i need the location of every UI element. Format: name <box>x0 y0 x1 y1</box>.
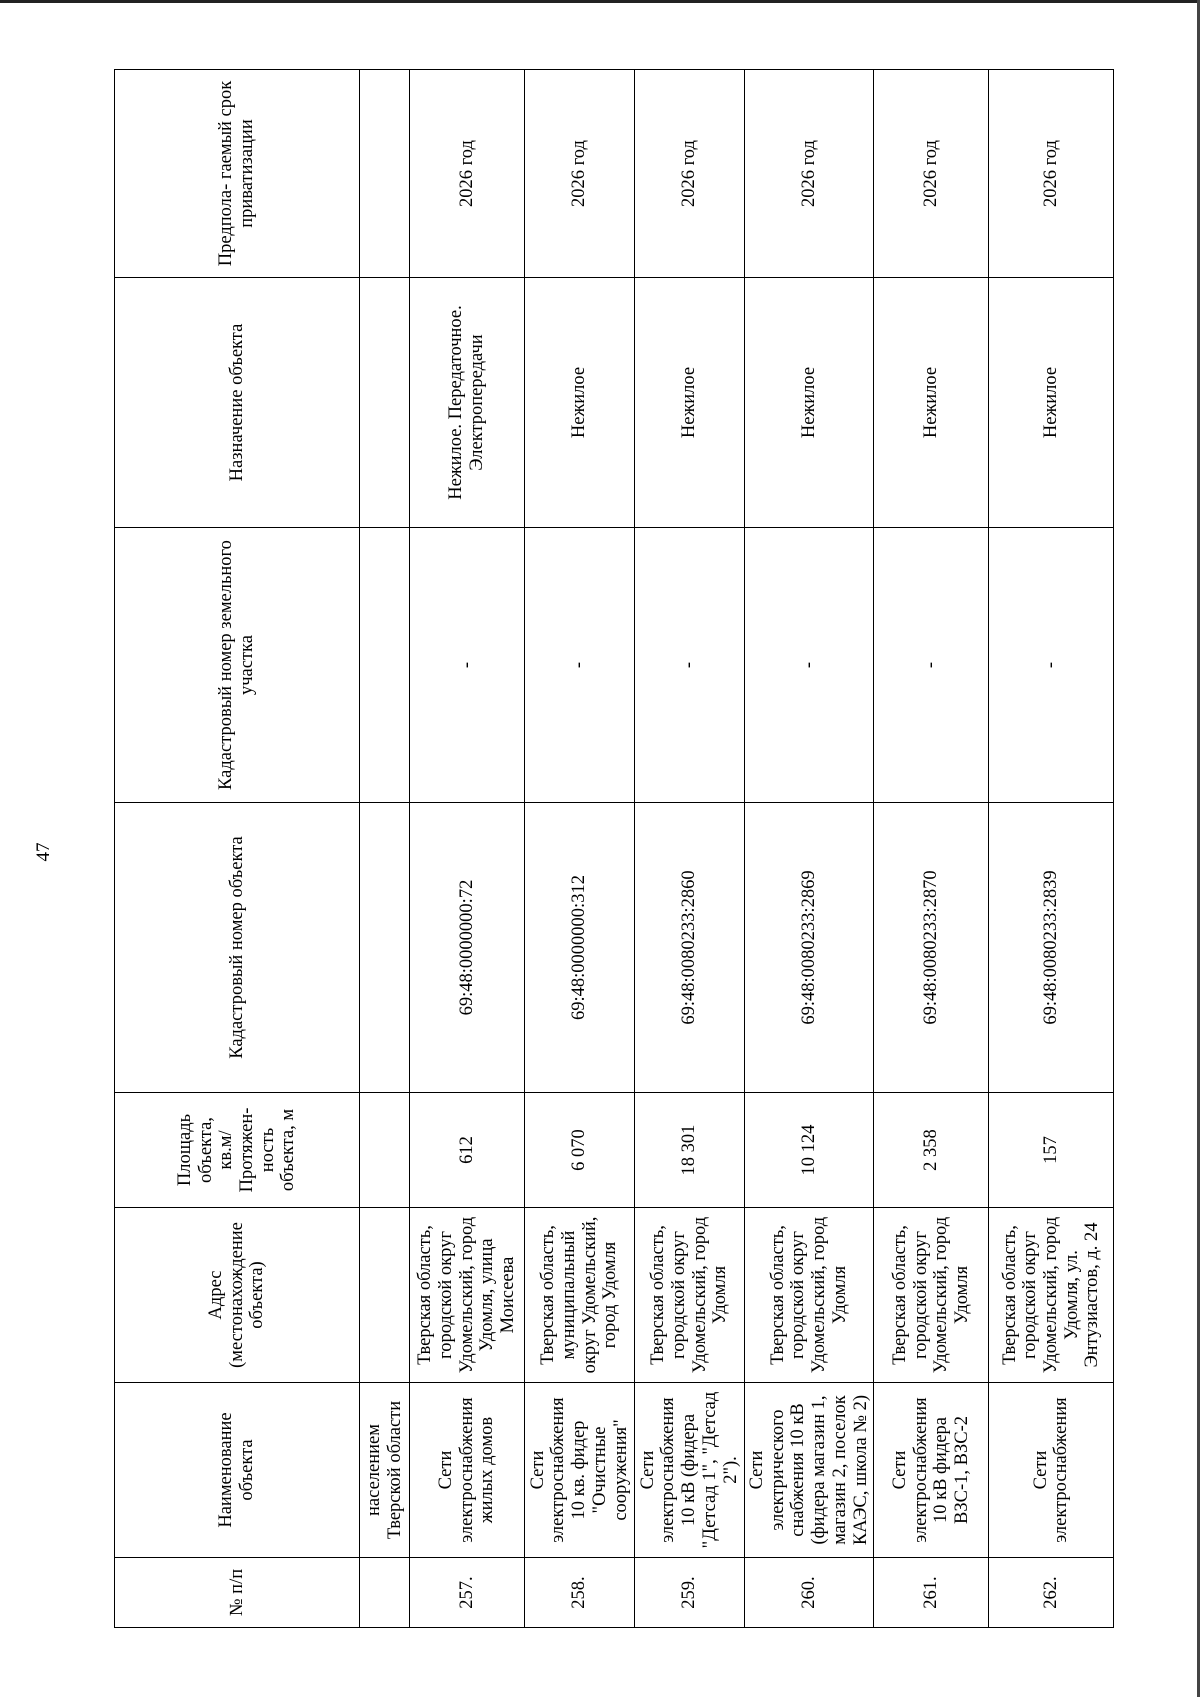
cont-num <box>360 1558 410 1628</box>
header-cadastral-object: Кадастровый номер объекта <box>115 803 360 1093</box>
cell-num: 260. <box>745 1558 874 1628</box>
table-row <box>410 70 525 1628</box>
privatization-table <box>114 69 1114 1628</box>
cell-term: 2026 год <box>410 70 525 278</box>
cell-purpose: Нежилое <box>525 278 635 528</box>
cell-term: 2026 год <box>635 70 745 278</box>
cell-cadastral-object: 69:48:0080233:2870 <box>874 803 989 1093</box>
cont-cadastral-land <box>360 528 410 803</box>
cell-area: 10 124 <box>745 1093 874 1208</box>
cell-name: Сети электроснабжения жилых домов <box>410 1383 525 1558</box>
cell-name: Сети электроснабжения <box>989 1383 1114 1558</box>
cell-cadastral-land: - <box>525 528 635 803</box>
cell-cadastral-object: 69:48:0000000:72 <box>410 803 525 1093</box>
rotated-table-container <box>114 70 1103 1628</box>
cell-purpose: Нежилое <box>989 278 1114 528</box>
cell-num: 259. <box>635 1558 745 1628</box>
cell-address: Тверская область, городской округ Удомельский, город Удомля <box>874 1208 989 1383</box>
cell-address: Тверская область, городской округ Удомельский, город Удомля, улица Моисеева <box>410 1208 525 1383</box>
cell-name: Сети электрического снабжения 10 кВ (фидера магазин 1, магазин 2, поселок КАЭС, школа № 2) <box>745 1383 874 1558</box>
cell-purpose: Нежилое <box>635 278 745 528</box>
header-address: Адрес (местонахождение объекта) <box>115 1208 360 1383</box>
cont-term <box>360 70 410 278</box>
cell-cadastral-land: - <box>874 528 989 803</box>
cell-area: 18 301 <box>635 1093 745 1208</box>
cell-purpose: Нежилое <box>874 278 989 528</box>
cell-num: 258. <box>525 1558 635 1628</box>
cell-address: Тверская область, городской округ Удомельский, город Удомля <box>745 1208 874 1383</box>
header-row <box>115 70 360 1628</box>
cont-name: населением Тверской области <box>360 1383 410 1558</box>
cell-num: 257. <box>410 1558 525 1628</box>
cell-term: 2026 год <box>745 70 874 278</box>
cell-area: 2 358 <box>874 1093 989 1208</box>
cell-cadastral-land: - <box>989 528 1114 803</box>
cell-cadastral-object: 69:48:0080233:2860 <box>635 803 745 1093</box>
table-row <box>525 70 635 1628</box>
cell-term: 2026 год <box>525 70 635 278</box>
cell-area: 612 <box>410 1093 525 1208</box>
cell-address: Тверская область, городской округ Удомельский, город Удомля, ул. Энтузиастов, д. 24 <box>989 1208 1114 1383</box>
cell-address: Тверская область, городской округ Удомельский, город Удомля <box>635 1208 745 1383</box>
header-num: № п/п <box>115 1558 360 1628</box>
cell-cadastral-land: - <box>410 528 525 803</box>
cell-purpose: Нежилое. Передаточное. Электропередачи <box>410 278 525 528</box>
cell-cadastral-object: 69:48:0080233:2869 <box>745 803 874 1093</box>
cell-cadastral-land: - <box>745 528 874 803</box>
header-purpose: Назначение объекта <box>115 278 360 528</box>
table-row <box>635 70 745 1628</box>
cell-name: Сети электроснабжения 10 кВ фидера ВЗС-1, ВЗС-2 <box>874 1383 989 1558</box>
continuation-row <box>360 70 410 1628</box>
scan-edge-top <box>0 0 1200 3</box>
header-cadastral-land: Кадастровый номер земельного участка <box>115 528 360 803</box>
table-row <box>989 70 1114 1628</box>
table-row <box>874 70 989 1628</box>
cont-area <box>360 1093 410 1208</box>
cell-term: 2026 год <box>874 70 989 278</box>
cell-purpose: Нежилое <box>745 278 874 528</box>
cell-num: 262. <box>989 1558 1114 1628</box>
table-row <box>745 70 874 1628</box>
cell-area: 6 070 <box>525 1093 635 1208</box>
cell-cadastral-land: - <box>635 528 745 803</box>
cont-purpose <box>360 278 410 528</box>
cont-address <box>360 1208 410 1383</box>
cell-num: 261. <box>874 1558 989 1628</box>
cell-name: Сети электроснабжения 10 кв. фидер "Очистные сооружения" <box>525 1383 635 1558</box>
cell-name: Сети электроснабжения 10 кВ (фидера "Детсад 1", "Детсад 2"). <box>635 1383 745 1558</box>
header-area: Площадь объекта, кв.м/ Протяжен- ность объекта, м <box>115 1093 360 1208</box>
cell-area: 157 <box>989 1093 1114 1208</box>
page-number: 47 <box>33 842 54 862</box>
cell-cadastral-object: 69:48:0000000:312 <box>525 803 635 1093</box>
cell-address: Тверская область, муниципальный округ Удомельский, город Удомля <box>525 1208 635 1383</box>
cell-cadastral-object: 69:48:0080233:2839 <box>989 803 1114 1093</box>
cell-term: 2026 год <box>989 70 1114 278</box>
cont-cadastral-object <box>360 803 410 1093</box>
header-term: Предпола- гаемый срок приватизации <box>115 70 360 278</box>
header-name: Наименование объекта <box>115 1383 360 1558</box>
